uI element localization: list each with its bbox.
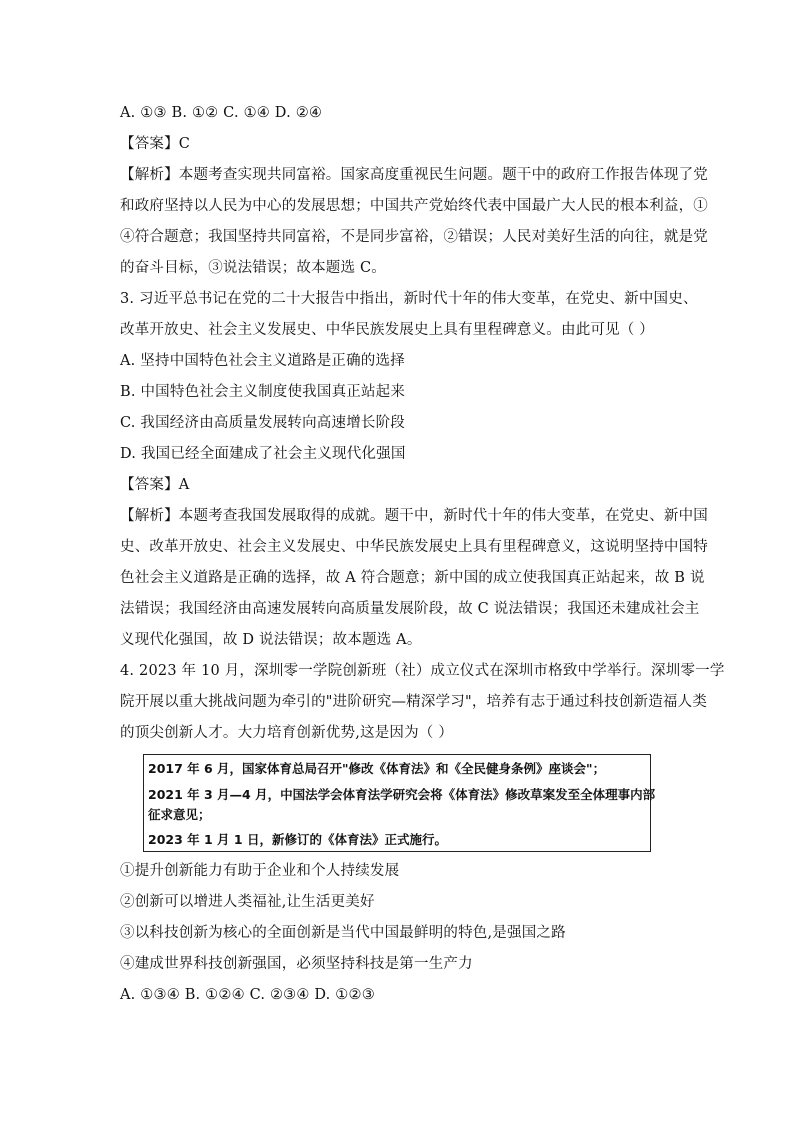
q3-choice-c: C. 我国经济由高质量发展转向高速增长阶段 <box>120 415 405 431</box>
q3-analysis-line-5: 义现代化强国，故 D 说法错误；故本题选 A。 <box>120 632 422 648</box>
material-line-1: 2017 年 6 月，国家体育总局召开"修改《体育法》和《全民健身条例》座谈会"； <box>148 761 606 776</box>
q2-analysis-line-2: 和政府坚持以人民为中心的发展思想；中国共产党始终代表中国最广大人民的根本利益，① <box>120 198 708 214</box>
material-line-3: 征求意见； <box>148 807 211 822</box>
q4-options: A. ①③④ B. ①②④ C. ②③④ D. ①②③ <box>120 987 375 1003</box>
q4-statement-1: ①提升创新能力有助于企业和个人持续发展 <box>120 863 400 879</box>
q4-statement-4: ④建成世界科技创新强国，必须坚持科技是第一生产力 <box>120 956 473 972</box>
q3-choice-d: D. 我国已经全面建成了社会主义现代化强国 <box>120 446 406 462</box>
q3-choice-b: B. 中国特色社会主义制度使我国真正站起来 <box>120 384 406 400</box>
q2-analysis-line-3: ④符合题意；我国坚持共同富裕，不是同步富裕，②错误；人民对美好生活的向往，就是党 <box>120 229 708 245</box>
q2-options: A. ①③ B. ①② C. ①④ D. ②④ <box>120 105 323 121</box>
q3-analysis-line-3: 色社会主义道路是正确的选择，故 A 符合题意；新中国的成立使我国真正站起来，故 B 说 <box>120 570 705 586</box>
q4-material-box <box>143 754 656 852</box>
q4-statement-3: ③以科技创新为核心的全面创新是当代中国最鲜明的特色,是强国之路 <box>120 925 566 941</box>
q3-stem-line-1: 3. 习近平总书记在党的二十大报告中指出，新时代十年的伟大变革，在党史、新中国史、 <box>120 291 698 307</box>
q2-analysis-line-1: 【解析】本题考查实现共同富裕。国家高度重视民生问题。题干中的政府工作报告体现了党 <box>120 167 708 183</box>
q3-stem-line-2: 改革开放史、社会主义发展史、中华民族发展史上具有里程碑意义。由此可见（ ） <box>120 322 655 338</box>
q3-analysis-line-4: 法错误；我国经济由高速发展转向高质量发展阶段，故 C 说法错误；我国还未建成社会主 <box>120 601 700 617</box>
q4-stem-line-3: 的顶尖创新人才。大力培育创新优势,这是因为（ ） <box>120 725 454 741</box>
material-line-4: 2023 年 1 月 1 日，新修订的《体育法》正式施行。 <box>148 832 447 847</box>
q4-statement-2: ②创新可以增进人类福祉,让生活更美好 <box>120 894 375 910</box>
q3-answer: 【答案】A <box>120 477 190 493</box>
q3-analysis-line-1: 【解析】本题考查我国发展取得的成就。题干中，新时代十年的伟大变革，在党史、新中国 <box>120 508 708 524</box>
q4-stem-line-2: 院开展以重大挑战问题为牵引的"进阶研究—精深学习"，培养有志于通过科技创新造福人类 <box>120 694 708 710</box>
q2-answer: 【答案】C <box>120 136 191 152</box>
q4-stem-line-1: 4. 2023 年 10 月，深圳零一学院创新班（社）成立仪式在深圳市格致中学举行。深圳零一学 <box>120 663 725 679</box>
q2-analysis-line-4: 的奋斗目标，③说法错误；故本题选 C。 <box>120 260 387 276</box>
q3-choice-a: A. 坚持中国特色社会主义道路是正确的选择 <box>120 353 405 369</box>
q3-analysis-line-2: 史、改革开放史、社会主义发展史、中华民族发展史上具有里程碑意义，这说明坚持中国特 <box>120 539 708 555</box>
material-line-2: 2021 年 3 月—4 月，中国法学会体育法学研究会将《体育法》修改草案发至全体理事内部 <box>148 787 656 802</box>
